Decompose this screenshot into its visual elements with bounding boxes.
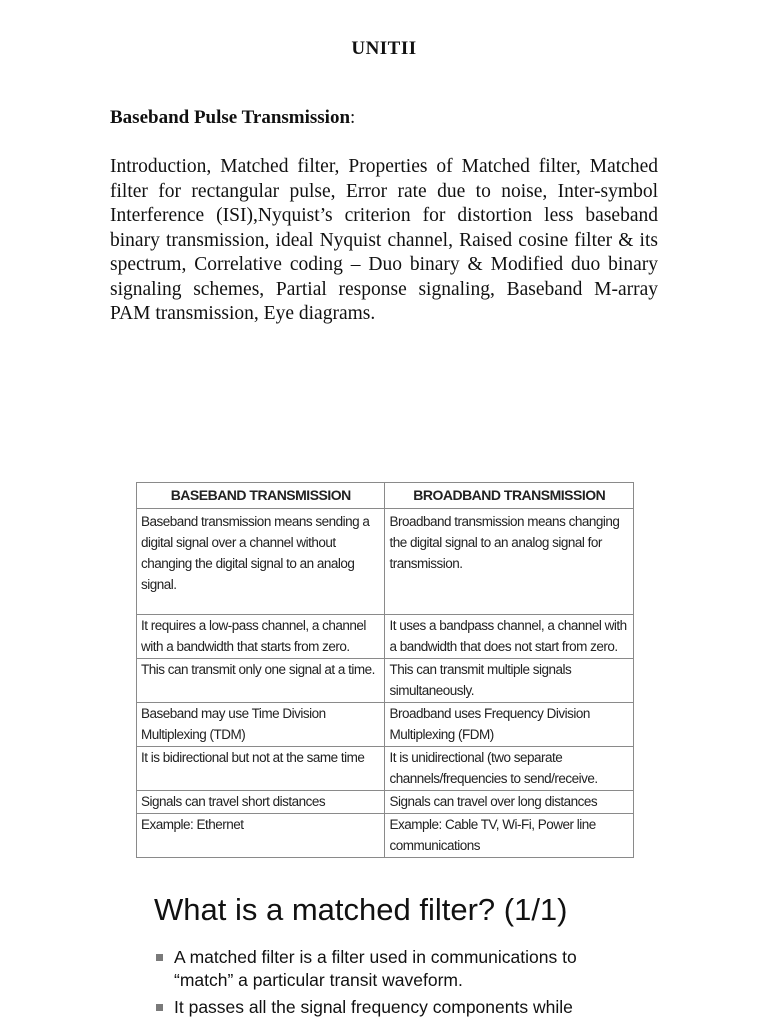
table-header-row [137,483,634,509]
table-cell-baseband: Signals can travel short distances [137,791,385,814]
header-broadband: BROADBAND TRANSMISSION [385,483,634,509]
slide-bullet-text: It passes all the signal frequency components while [174,997,573,1017]
table-row [137,659,634,703]
table-cell-baseband: Baseband transmission means sending a digital signal over a channel without changing the digital signal to an analog signal. [137,509,385,615]
section-heading [110,107,355,129]
table-row [137,703,634,747]
section-heading-colon: : [350,107,356,128]
table-cell-broadband: Broadband uses Frequency Division Multiplexing (FDM) [385,703,634,747]
slide-bullet-list [156,946,616,1023]
table-row [137,814,634,858]
slide-title: What is a matched filter? (1/1) [154,892,568,927]
table-cell-baseband: It requires a low-pass channel, a channel with a bandwidth that starts from zero. [137,615,385,659]
square-bullet-icon [156,1004,163,1011]
table-cell-broadband: This can transmit multiple signals simultaneously. [385,659,634,703]
table-row [137,747,634,791]
table-row [137,509,634,615]
table-cell-baseband: Baseband may use Time Division Multiplexing (TDM) [137,703,385,747]
unit-title: UNITII [351,38,417,59]
table-cell-baseband: This can transmit only one signal at a time. [137,659,385,703]
section-heading-text: Baseband Pulse Transmission [110,107,351,128]
header-baseband: BASEBAND TRANSMISSION [137,483,385,509]
table-cell-broadband: Signals can travel over long distances [385,791,634,814]
table-cell-baseband: It is bidirectional but not at the same time [137,747,385,791]
slide-bullet-text: A matched filter is a filter used in communications to “match” a particular transit waveform. [174,947,577,990]
comparison-table-figure [136,482,634,858]
slide-bullet [156,946,616,992]
table-row [137,791,634,814]
comparison-table [136,482,634,858]
table-cell-baseband: Example: Ethernet [137,814,385,858]
table-cell-broadband: Example: Cable TV, Wi-Fi, Power line communications [385,814,634,858]
intro-paragraph: Introduction, Matched filter, Properties of Matched filter, Matched filter for rectangular pulse, Error rate due to noise, Inter-symbol Interference (ISI),Nyquist’s criterion for distortion less baseband binary transmission, ideal Nyquist channel, Raised cosine filter & its spectrum, Correlative coding – Duo binary & Modified duo binary signaling schemes, Partial response signaling, Baseband M-array PAM transmission, Eye diagrams. [110,156,658,324]
table-cell-broadband: Broadband transmission means changing the digital signal to an analog signal for transmission. [385,509,634,615]
square-bullet-icon [156,954,163,961]
table-row [137,615,634,659]
table-cell-broadband: It is unidirectional (two separate channels/frequencies to send/receive. [385,747,634,791]
slide-bullet [156,996,616,1019]
table-cell-broadband: It uses a bandpass channel, a channel with a bandwidth that does not start from zero. [385,615,634,659]
